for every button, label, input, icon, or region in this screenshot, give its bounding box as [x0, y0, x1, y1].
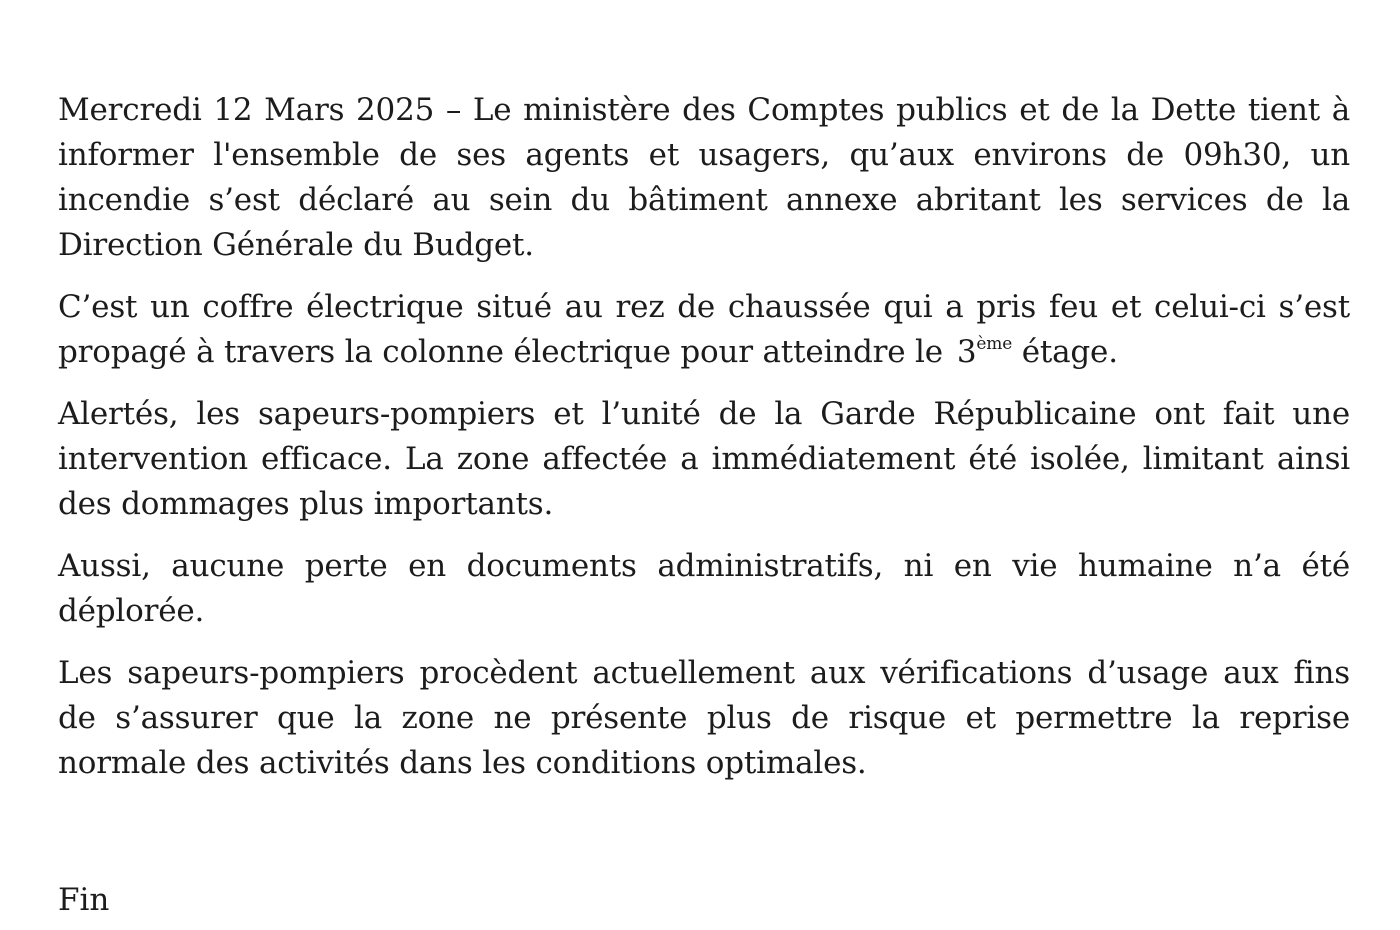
floor-number: 3: [956, 334, 977, 370]
press-release-body: [58, 88, 1350, 803]
paragraph-cause: [58, 285, 1350, 375]
floor-ordinal-suffix: ème: [976, 333, 1013, 354]
paragraph-intro: Mercredi 12 Mars 2025 – Le ministère des Comptes publics et de la Dette tient à informer l'ensemble de ses agents et usagers, qu’aux environs de 09h30, un incendie s’est déclaré au sein du bâtiment annexe abritant les services de la Direction Générale du Budget.: [58, 92, 1350, 263]
paragraph-no-loss: Aussi, aucune perte en documents administratifs, ni en vie humaine n’a été déplorée.: [58, 548, 1350, 629]
paragraph-intervention: Alertés, les sapeurs-pompiers et l’unité de la Garde Républicaine ont fait une intervention efficace. La zone affectée a immédiatement été isolée, limitant ainsi des dommages plus importants.: [58, 396, 1350, 522]
paragraph-verification: Les sapeurs-pompiers procèdent actuellement aux vérifications d’usage aux fins de s’assurer que la zone ne présente plus de risque et permettre la reprise normale des activités dans les conditions optimales.: [58, 655, 1350, 781]
paragraph-cause-end: étage.: [1012, 334, 1118, 370]
paragraph-cause-text: C’est un coffre électrique situé au rez de chaussée qui a pris feu et celui-ci s’est propagé à travers la colonne électrique pour atteindre le: [58, 289, 1350, 370]
closing-word: Fin: [58, 882, 110, 918]
